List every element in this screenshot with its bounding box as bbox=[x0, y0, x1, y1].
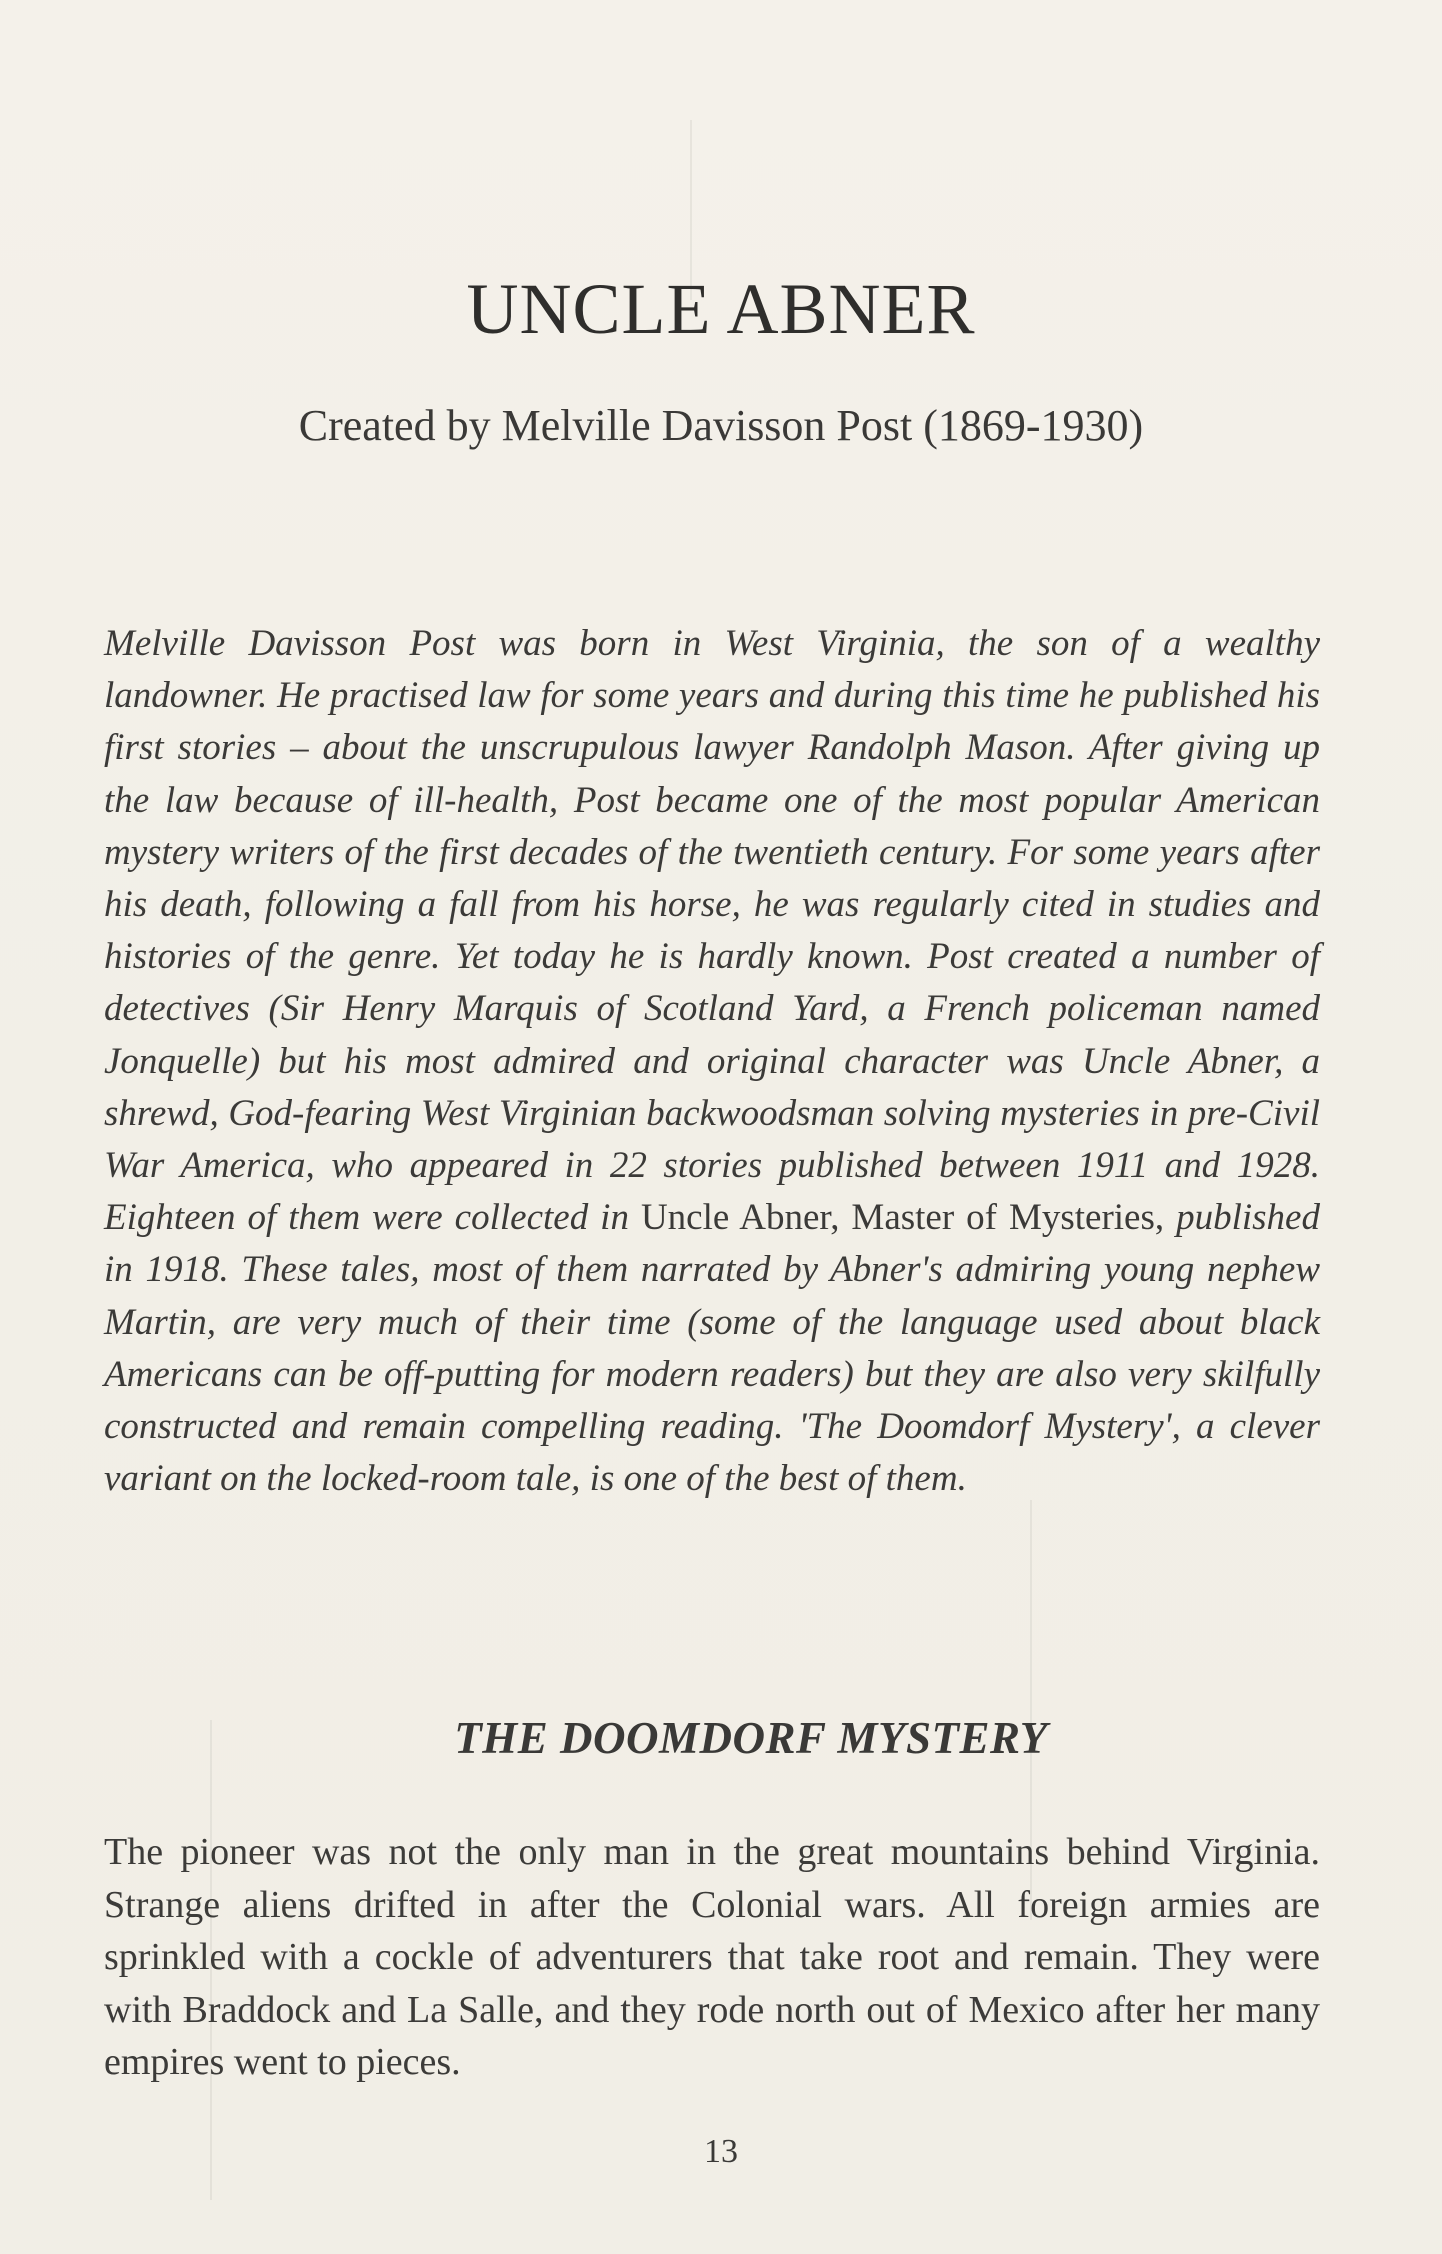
intro-text-part1: Melville Davisson Post was born in West Virginia, the son of a wealthy landowner. He practised law for some years and during this time he published his first stories – about the unscrupulous lawyer Randolph Mason. After giving up the law because of ill-health, Post became one of the most popular American mystery writers of the first decades of the twentieth century. For some years after his death, following a fall from his horse, he was regularly cited in studies and histories of the genre. Yet today he is hardly known. Post created a number of detectives (Sir Henry Marquis of Scotland Yard, a French policeman named Jonquelle) but his most admired and original character was Uncle Abner, a shrewd, God-fearing West Virginian backwoodsman solving mysteries in pre-Civil War America, who appeared in 22 stories published between 1911 and 1928. Eighteen of them were collected in bbox=[104, 623, 1320, 1239]
intro-book-title: Uncle Abner, Master of Mysteries, bbox=[640, 1197, 1165, 1239]
author-credit: Created by Melville Davisson Post (1869-1930) bbox=[298, 401, 1144, 450]
story-title: THE DOOMDORF MYSTERY bbox=[454, 1713, 1048, 1763]
intro-text-part2: published in 1918. These tales, most of them narrated by Abner's admiring young nephew Martin, are very much of their time (some of the language used about black Americans can be off-putting for modern readers) but they are also very skilfully constructed and remain compelling reading. 'The Doomdorf Mystery', a clever variant on the locked-room tale, is one of the best of them. bbox=[104, 1197, 1320, 1500]
intro-paragraph bbox=[104, 618, 1320, 1505]
chapter-title: UNCLE ABNER bbox=[466, 269, 976, 349]
story-opening-paragraph: The pioneer was not the only man in the great mountains behind Virginia. Strange aliens drifted in after the Colonial wars. All foreign armies are sprinkled with a cockle of adventurers that take root and remain. They were with Braddock and La Salle, and they rode north out of Mexico after her many empires went to pieces. bbox=[104, 1831, 1320, 2083]
page-number: 13 bbox=[704, 2133, 738, 2170]
